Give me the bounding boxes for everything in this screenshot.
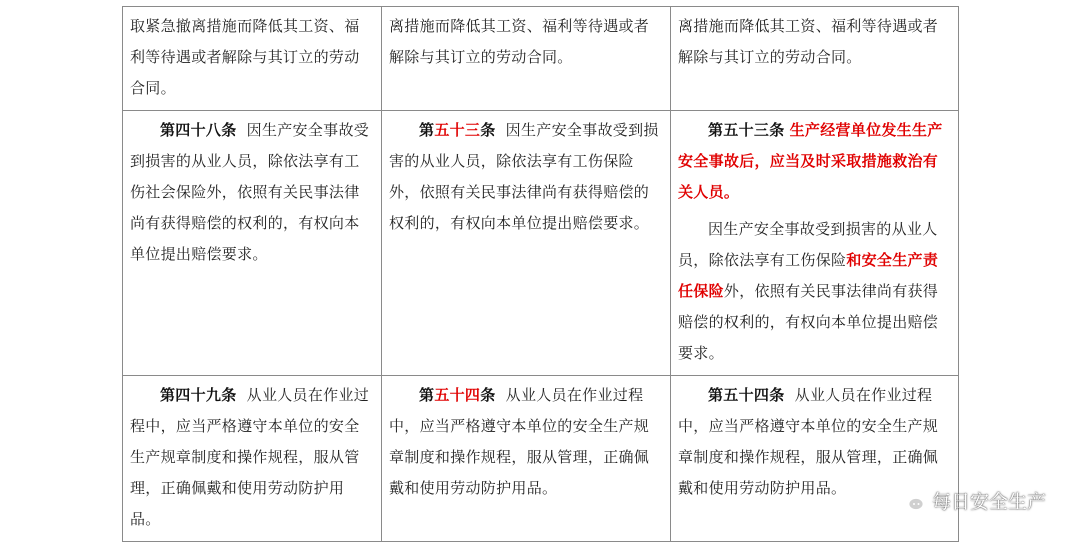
article-number-changed: 五十四 xyxy=(434,386,481,404)
article-number: 第四十八条 xyxy=(160,121,237,139)
article-paragraph xyxy=(678,380,951,504)
wechat-icon xyxy=(898,489,926,513)
article-text: 因生产安全事故受到损害的从业人员，除依法享有工伤保险 xyxy=(678,220,938,269)
table-cell xyxy=(123,111,382,376)
table-cell xyxy=(123,376,382,542)
table-row xyxy=(123,7,959,111)
table-cell xyxy=(671,7,959,111)
cell-text: 离措施而降低其工资、福利等待遇或者解除与其订立的劳动合同。 xyxy=(678,17,939,66)
table-cell xyxy=(671,111,959,376)
article-text: 因生产安全事故受到损害的从业人员，除依法享有工伤保险外，依照有关民事法律尚有获得赔偿的权利的，有权向本单位提出赔偿要求。 xyxy=(389,121,659,232)
article-text: 从业人员在作业过程中，应当严格遵守本单位的安全生产规章制度和操作规程，服从管理，正确佩戴和使用劳动防护用品。 xyxy=(389,386,650,497)
table-cell xyxy=(382,376,671,542)
cell-text: 取紧急撤离措施而降低其工资、福利等待遇或者解除与其订立的劳动合同。 xyxy=(130,17,360,97)
table-row xyxy=(123,111,959,376)
cell-text: 离措施而降低其工资、福利等待遇或者解除与其订立的劳动合同。 xyxy=(389,17,650,66)
article-paragraph xyxy=(678,115,951,208)
table-row xyxy=(123,376,959,542)
article-number: 第五十四条 xyxy=(708,386,785,404)
article-number-prefix: 第 xyxy=(419,121,435,139)
article-added-text: 和安全生产责任保险 xyxy=(678,251,939,300)
article-number-prefix: 第 xyxy=(419,386,435,404)
article-paragraph xyxy=(389,380,663,504)
article-number-changed: 五十三 xyxy=(434,121,481,139)
article-number: 第五十三条 xyxy=(708,121,785,139)
table-cell xyxy=(382,7,671,111)
table-cell xyxy=(671,376,959,542)
law-comparison-table xyxy=(122,6,959,542)
article-text: 从业人员在作业过程中，应当严格遵守本单位的安全生产规章制度和操作规程，服从管理，正确佩戴和使用劳动防护用品。 xyxy=(130,386,370,528)
article-added-text: 生产经营单位发生生产安全事故后，应当及时采取措施救治有关人员。 xyxy=(678,121,943,201)
article-paragraph xyxy=(130,380,374,535)
article-paragraph xyxy=(389,115,663,239)
article-paragraph xyxy=(678,214,951,369)
table-cell xyxy=(382,111,671,376)
article-number-suffix: 条 xyxy=(480,121,496,139)
article-number: 第四十九条 xyxy=(160,386,237,404)
article-text: 外，依照有关民事法律尚有获得赔偿的权利的，有权向本单位提出赔偿要求。 xyxy=(678,282,939,362)
table-cell xyxy=(123,7,382,111)
article-text: 因生产安全事故受到损害的从业人员，除依法享有工伤社会保险外，依照有关民事法律尚有获得赔偿的权利的，有权向本单位提出赔偿要求。 xyxy=(130,121,370,263)
article-number-suffix: 条 xyxy=(480,386,496,404)
watermark xyxy=(898,487,1046,514)
article-paragraph xyxy=(130,115,374,270)
article-text: 从业人员在作业过程中，应当严格遵守本单位的安全生产规章制度和操作规程，服从管理，正确佩戴和使用劳动防护用品。 xyxy=(678,386,939,497)
watermark-text: 每日安全生产 xyxy=(931,491,1046,513)
